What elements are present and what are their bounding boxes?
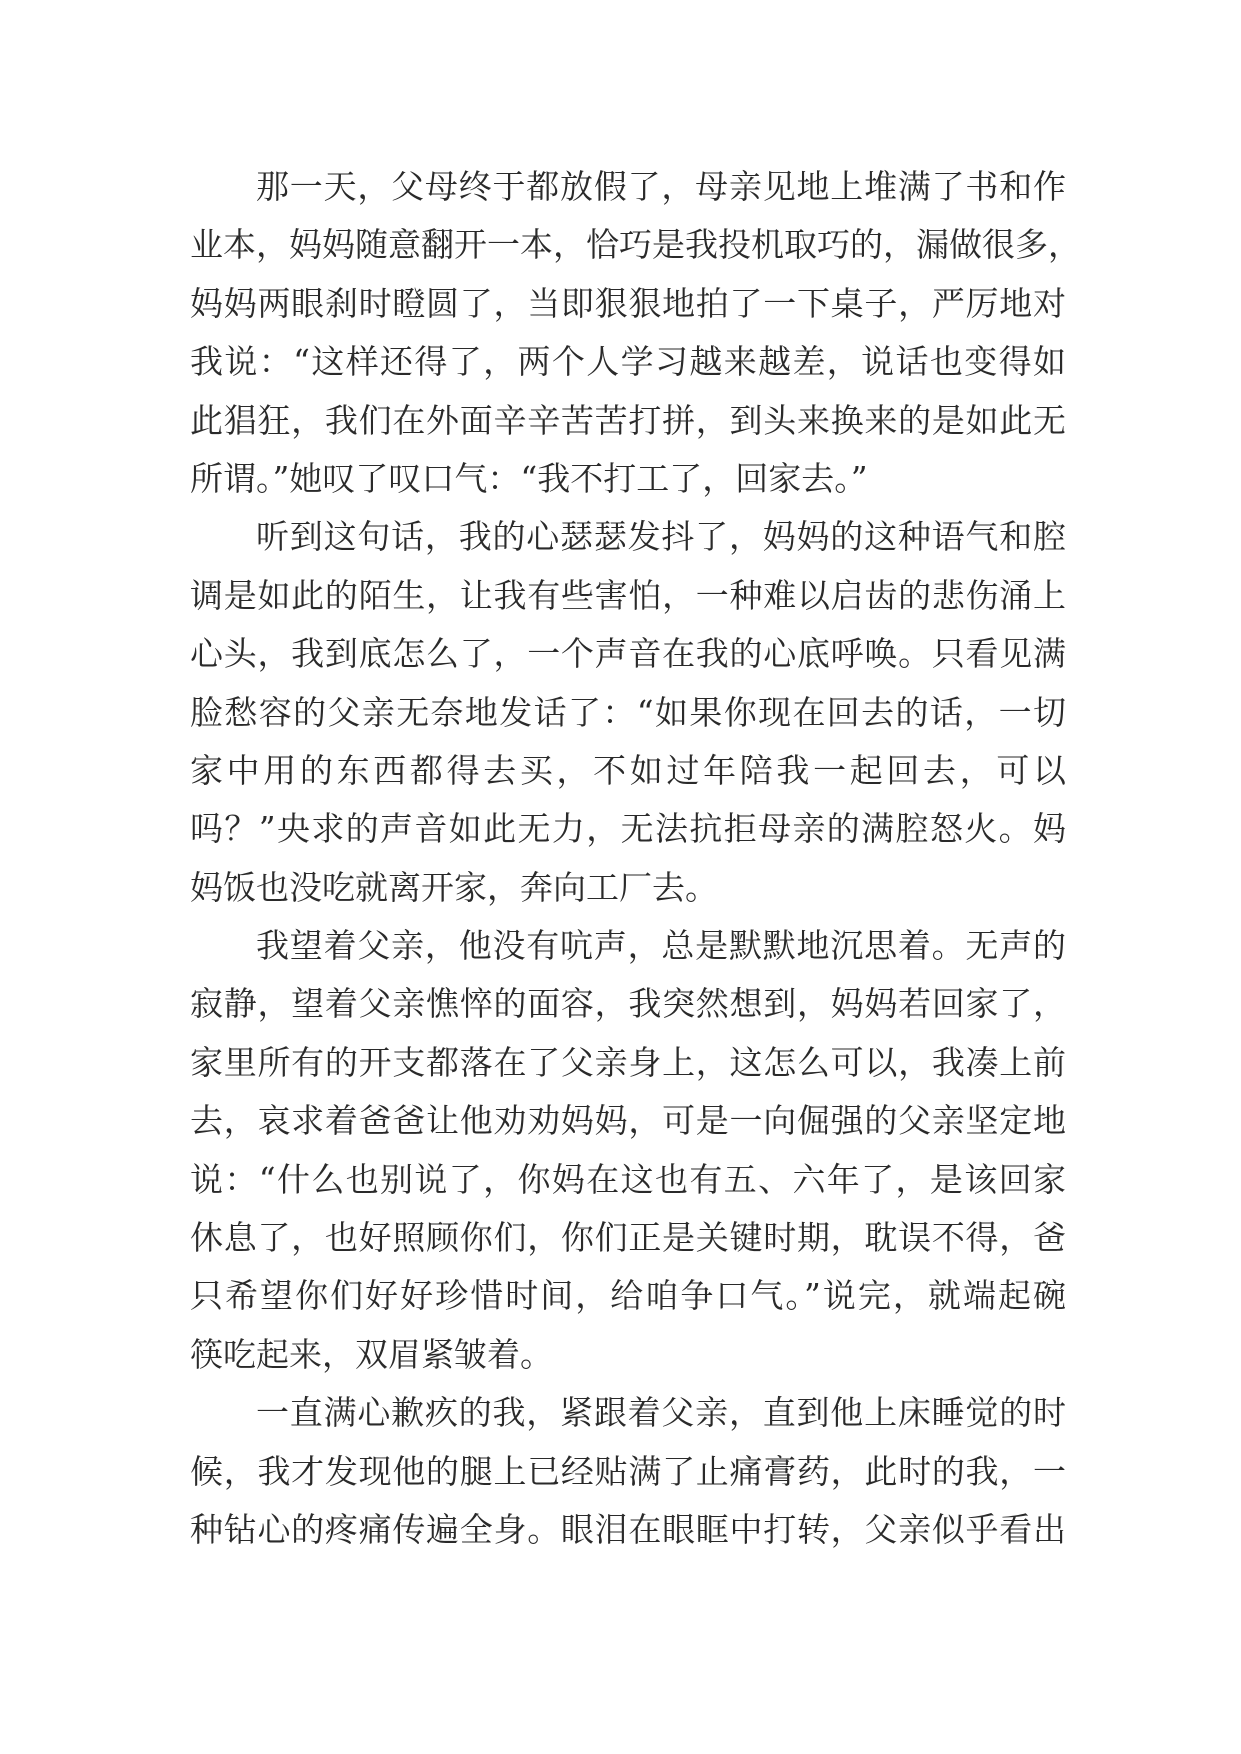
document-body <box>190 158 1081 1559</box>
text-line: 心头，我到底怎么了，一个声音在我的心底呼唤。只看见满 <box>190 634 1066 674</box>
text-line: 家里所有的开支都落在了父亲身上，这怎么可以，我凑上前 <box>190 1042 1066 1082</box>
text-line: 此猖狂，我们在外面辛辛苦苦打拼，到头来换来的是如此无 <box>190 400 1066 440</box>
text-line: 调是如此的陌生，让我有些害怕，一种难以启齿的悲伤涌上 <box>190 575 1066 615</box>
text-line: 候，我才发现他的腿上已经贴满了止痛膏药，此时的我，一 <box>190 1451 1066 1491</box>
text-line: 一直满心歉疚的我，紧跟着父亲，直到他上床睡觉的时 <box>256 1393 1066 1433</box>
text-line: 说：“什么也别说了，你妈在这也有五、六年了，是该回家 <box>190 1159 1066 1199</box>
text-line: 休息了，也好照顾你们，你们正是关键时期，耽误不得，爸 <box>190 1218 1066 1258</box>
text-line: 家中用的东西都得去买，不如过年陪我一起回去，可以 <box>190 750 1066 790</box>
text-line: 只希望你们好好珍惜时间，给咱争口气。”说完，就端起碗 <box>190 1276 1066 1316</box>
text-line: 吗？”央求的声音如此无力，无法抗拒母亲的满腔怒火。妈 <box>190 809 1066 849</box>
text-line: 我说：“这样还得了，两个人学习越来越差，说话也变得如 <box>190 342 1066 382</box>
text-line: 种钻心的疼痛传遍全身。眼泪在眼眶中打转，父亲似乎看出 <box>190 1509 1066 1549</box>
text-line: 业本，妈妈随意翻开一本，恰巧是我投机取巧的，漏做很多， <box>190 225 1081 265</box>
text-line: 寂静，望着父亲憔悴的面容，我突然想到，妈妈若回家了， <box>190 984 1066 1024</box>
text-line: 我望着父亲，他没有吭声，总是默默地沉思着。无声的 <box>256 926 1066 966</box>
text-line: 听到这句话，我的心瑟瑟发抖了，妈妈的这种语气和腔 <box>256 517 1066 557</box>
text-line: 那一天，父母终于都放假了，母亲见地上堆满了书和作 <box>256 167 1066 206</box>
text-line: 脸愁容的父亲无奈地发话了：“如果你现在回去的话，一切 <box>190 692 1066 732</box>
text-line: 妈妈两眼刹时瞪圆了，当即狠狠地拍了一下桌子，严厉地对 <box>190 283 1066 323</box>
text-line: 筷吃起来，双眉紧皱着。 <box>190 1334 553 1374</box>
text-line: 妈饭也没吃就离开家，奔向工厂去。 <box>190 867 718 907</box>
text-line: 去，哀求着爸爸让他劝劝妈妈，可是一向倔强的父亲坚定地 <box>190 1101 1066 1141</box>
text-line: 所谓。”她叹了叹口气：“我不打工了，回家去。” <box>190 458 868 498</box>
